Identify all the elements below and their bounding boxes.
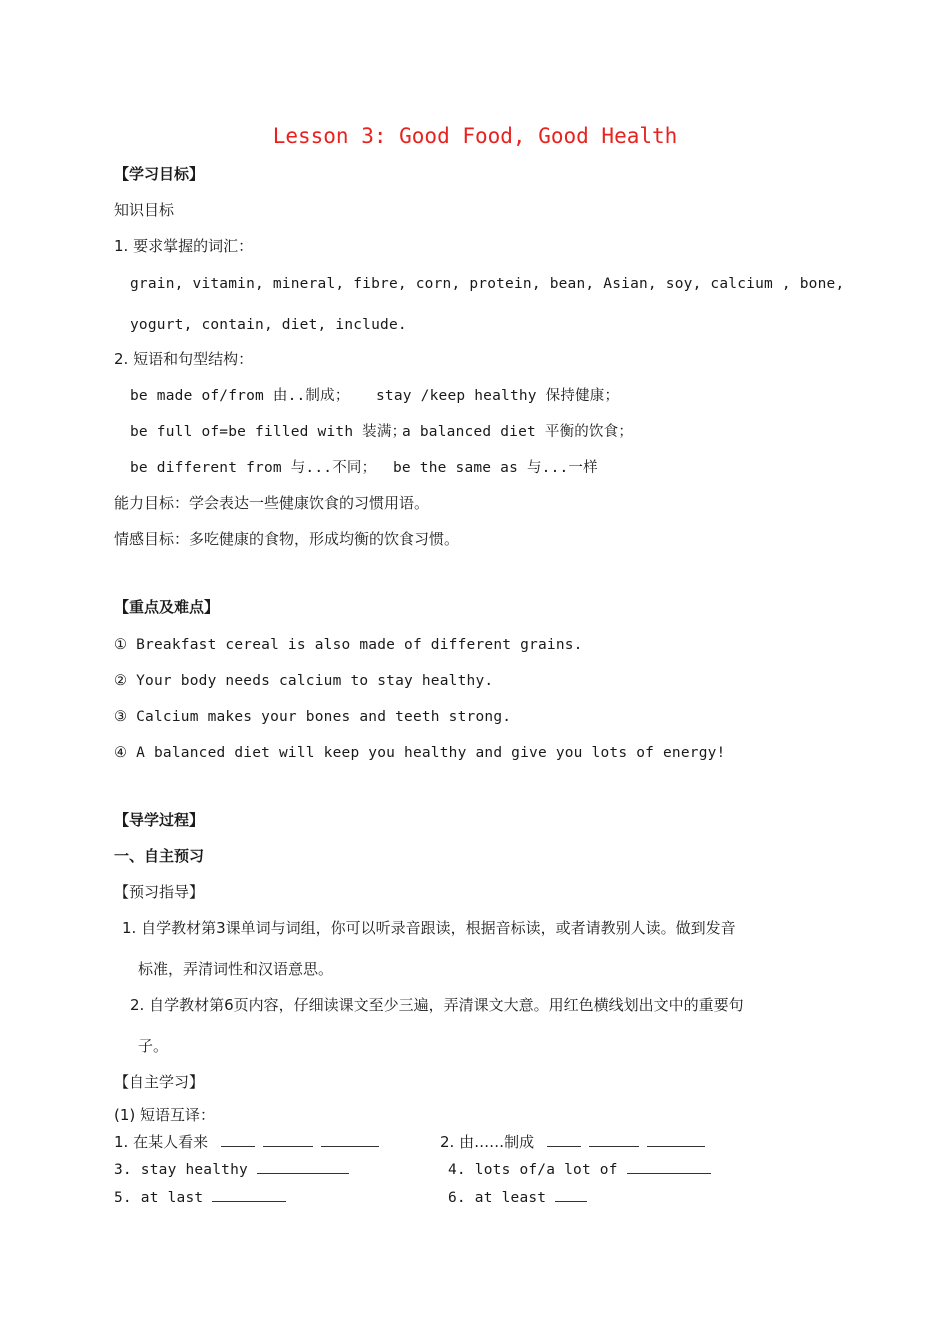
phrase-row3-b: be the same as 与...一样 (393, 460, 598, 476)
answer-blank[interactable] (263, 1132, 313, 1147)
key-points-heading: 【重点及难点】 (114, 598, 220, 616)
vocab-line-1: grain, vitamin, mineral, fibre, corn, protein, bean, Asian, soy, calcium , bone, (130, 276, 845, 292)
phrase-row3-a: be different from 与...不同； (130, 460, 377, 476)
guide-2-line-1: 2. 自学教材第6页内容，仔细读课文至少三遍，弄清课文大意。用红色横线划出文中的重要句 (130, 996, 744, 1014)
vocab-item-label: 1. 要求掌握的词汇： (114, 237, 254, 255)
phrase-row2-a: be full of=be filled with 装满； (130, 424, 407, 440)
vocab-line-2: yogurt, contain, diet, include. (130, 317, 407, 333)
answer-blank[interactable] (212, 1187, 286, 1202)
answer-blank[interactable] (627, 1159, 711, 1174)
phrase-row1-a: be made of/from 由..制成； (130, 388, 350, 404)
exercise-label: 5. at last (114, 1190, 204, 1206)
answer-blank[interactable] (321, 1132, 379, 1147)
answer-blank[interactable] (547, 1132, 581, 1147)
section-self-preview: 一、自主预习 (114, 847, 205, 865)
key-point-2: ② Your body needs calcium to stay healthy. (114, 673, 494, 689)
emotion-goal: 情感目标：多吃健康的食物，形成均衡的饮食习惯。 (114, 530, 460, 548)
exercise-5 (114, 1187, 294, 1206)
phrase-row1-b: stay /keep healthy 保持健康； (376, 388, 620, 404)
exercise-label: 4. lots of/a lot of (448, 1162, 618, 1178)
phrase-row2-b: a balanced diet 平衡的饮食； (402, 424, 634, 440)
phrase-item-label: 2. 短语和句型结构： (114, 350, 254, 368)
exercise-6 (448, 1187, 595, 1206)
translate-label: (1) 短语互译： (114, 1106, 216, 1124)
exercise-label: 6. at least (448, 1190, 547, 1206)
answer-blank[interactable] (589, 1132, 639, 1147)
exercise-1 (114, 1131, 387, 1152)
goals-heading: 【学习目标】 (114, 165, 205, 183)
exercise-2 (440, 1131, 713, 1152)
lesson-title: Lesson 3: Good Food, Good Health (272, 124, 678, 148)
exercise-3 (114, 1159, 357, 1178)
key-point-3: ③ Calcium makes your bones and teeth strong. (114, 709, 512, 725)
knowledge-goals-label: 知识目标 (114, 201, 175, 219)
exercise-label: 3. stay healthy (114, 1162, 248, 1178)
guide-1-line-1: 1. 自学教材第3课单词与词组，你可以听录音跟读，根据音标读，或者请教别人读。做到发音 (122, 919, 736, 937)
answer-blank[interactable] (647, 1132, 705, 1147)
process-heading: 【导学过程】 (114, 811, 205, 829)
guide-2-line-2: 子。 (138, 1037, 169, 1055)
exercise-label: 1. 在某人看来 (114, 1133, 209, 1151)
exercise-label: 2. 由……制成 (440, 1133, 535, 1151)
answer-blank[interactable] (257, 1159, 349, 1174)
exercise-4 (448, 1159, 719, 1178)
ability-goal: 能力目标：学会表达一些健康饮食的习惯用语。 (114, 494, 430, 512)
answer-blank[interactable] (555, 1187, 587, 1202)
guide-heading: 【预习指导】 (114, 883, 205, 901)
self-study-heading: 【自主学习】 (114, 1073, 205, 1091)
answer-blank[interactable] (221, 1132, 255, 1147)
key-point-1: ① Breakfast cereal is also made of different grains. (114, 637, 583, 653)
key-point-4: ④ A balanced diet will keep you healthy and give you lots of energy! (114, 745, 726, 761)
guide-1-line-2: 标准，弄清词性和汉语意思。 (138, 960, 334, 978)
